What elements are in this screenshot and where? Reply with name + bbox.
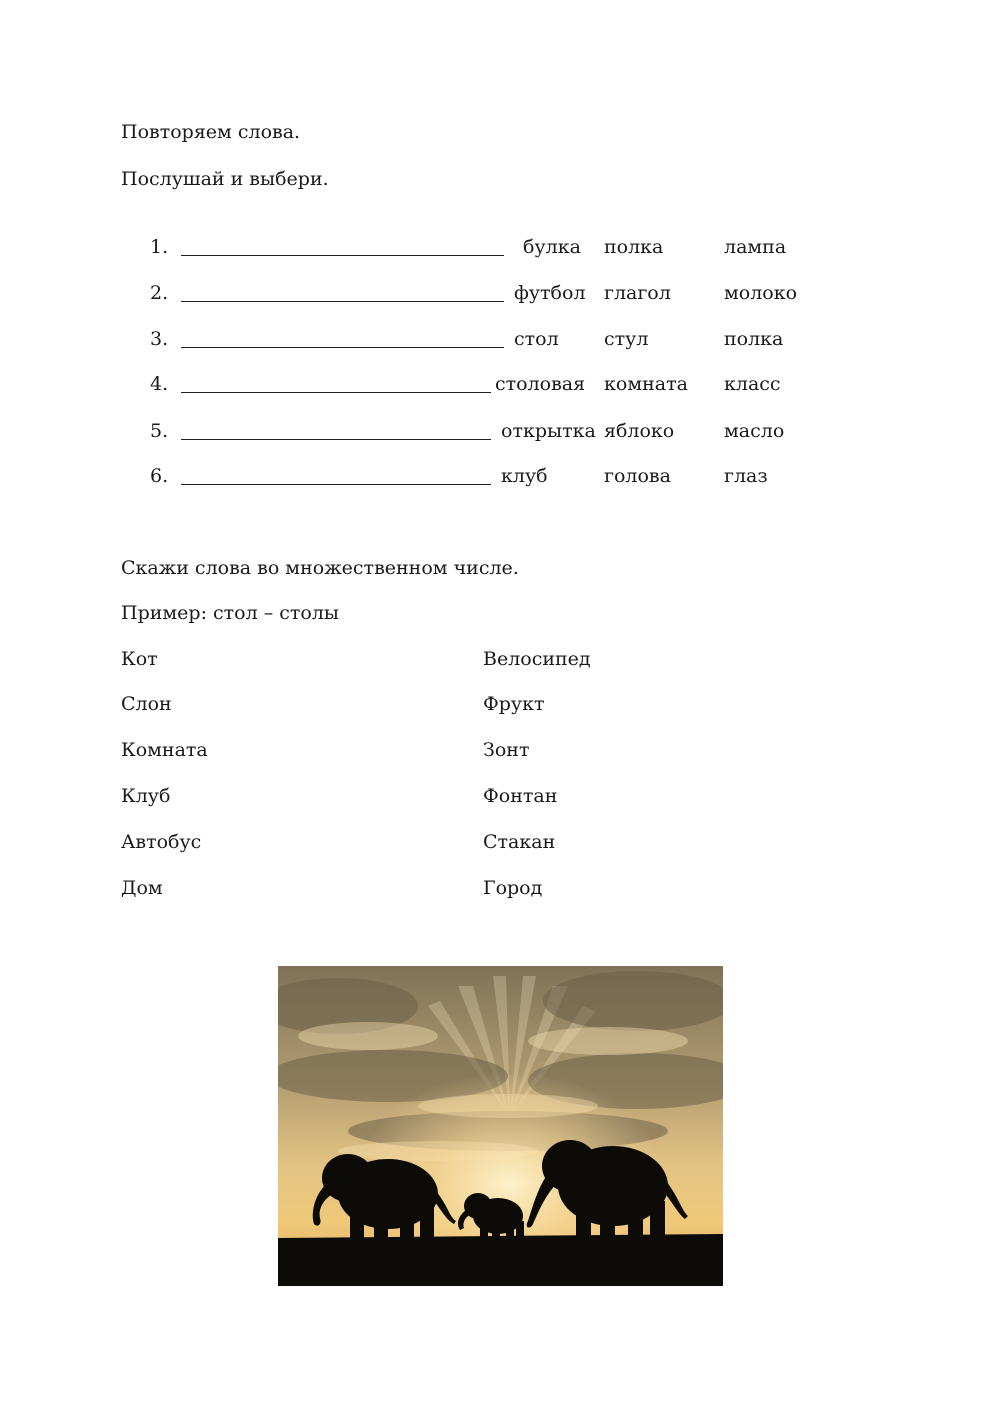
word-option[interactable]: полка (724, 328, 784, 350)
word-option[interactable]: стул (604, 328, 649, 350)
word-option[interactable]: булка (523, 236, 581, 258)
item-number: 3. (150, 328, 169, 350)
elephant-silhouette-photo (278, 966, 723, 1286)
answer-blank[interactable] (181, 391, 491, 393)
list-item: Фонтан (483, 785, 558, 807)
answer-blank[interactable] (181, 438, 491, 440)
item-number: 6. (150, 465, 169, 487)
plural-example: Пример: стол – столы (121, 602, 340, 624)
listen-instruction: Послушай и выбери. (121, 168, 329, 190)
list-item: Фрукт (483, 693, 545, 715)
item-number: 2. (150, 282, 169, 304)
word-option[interactable]: лампа (724, 236, 787, 258)
answer-blank[interactable] (181, 346, 504, 348)
word-option[interactable]: комната (604, 373, 688, 395)
word-option[interactable]: глагол (604, 282, 671, 304)
word-option[interactable]: полка (604, 236, 664, 258)
list-item: Город (483, 877, 543, 899)
word-option[interactable]: столовая (495, 373, 586, 395)
word-option[interactable]: класс (724, 373, 781, 395)
list-item: Велосипед (483, 648, 591, 670)
plural-instruction: Скажи слова во множественном числе. (121, 557, 519, 579)
word-option[interactable]: голова (604, 465, 671, 487)
elephants-sunset-image (278, 966, 723, 1286)
list-item: Стакан (483, 831, 556, 853)
word-option[interactable]: яблоко (604, 420, 675, 442)
word-option[interactable]: стол (514, 328, 559, 350)
list-item: Дом (121, 877, 163, 899)
answer-blank[interactable] (181, 254, 504, 256)
list-item: Кот (121, 648, 158, 670)
word-option[interactable]: молоко (724, 282, 798, 304)
answer-blank[interactable] (181, 300, 504, 302)
word-option[interactable]: клуб (501, 465, 548, 487)
word-option[interactable]: глаз (724, 465, 768, 487)
item-number: 5. (150, 420, 169, 442)
list-item: Клуб (121, 785, 171, 807)
list-item: Зонт (483, 739, 530, 761)
list-item: Автобус (121, 831, 202, 853)
item-number: 1. (150, 236, 169, 258)
section-title: Повторяем слова. (121, 121, 301, 143)
word-option[interactable]: открытка (501, 420, 596, 442)
word-option[interactable]: футбол (514, 282, 586, 304)
word-option[interactable]: масло (724, 420, 785, 442)
answer-blank[interactable] (181, 483, 491, 485)
list-item: Слон (121, 693, 172, 715)
list-item: Комната (121, 739, 208, 761)
item-number: 4. (150, 373, 169, 395)
